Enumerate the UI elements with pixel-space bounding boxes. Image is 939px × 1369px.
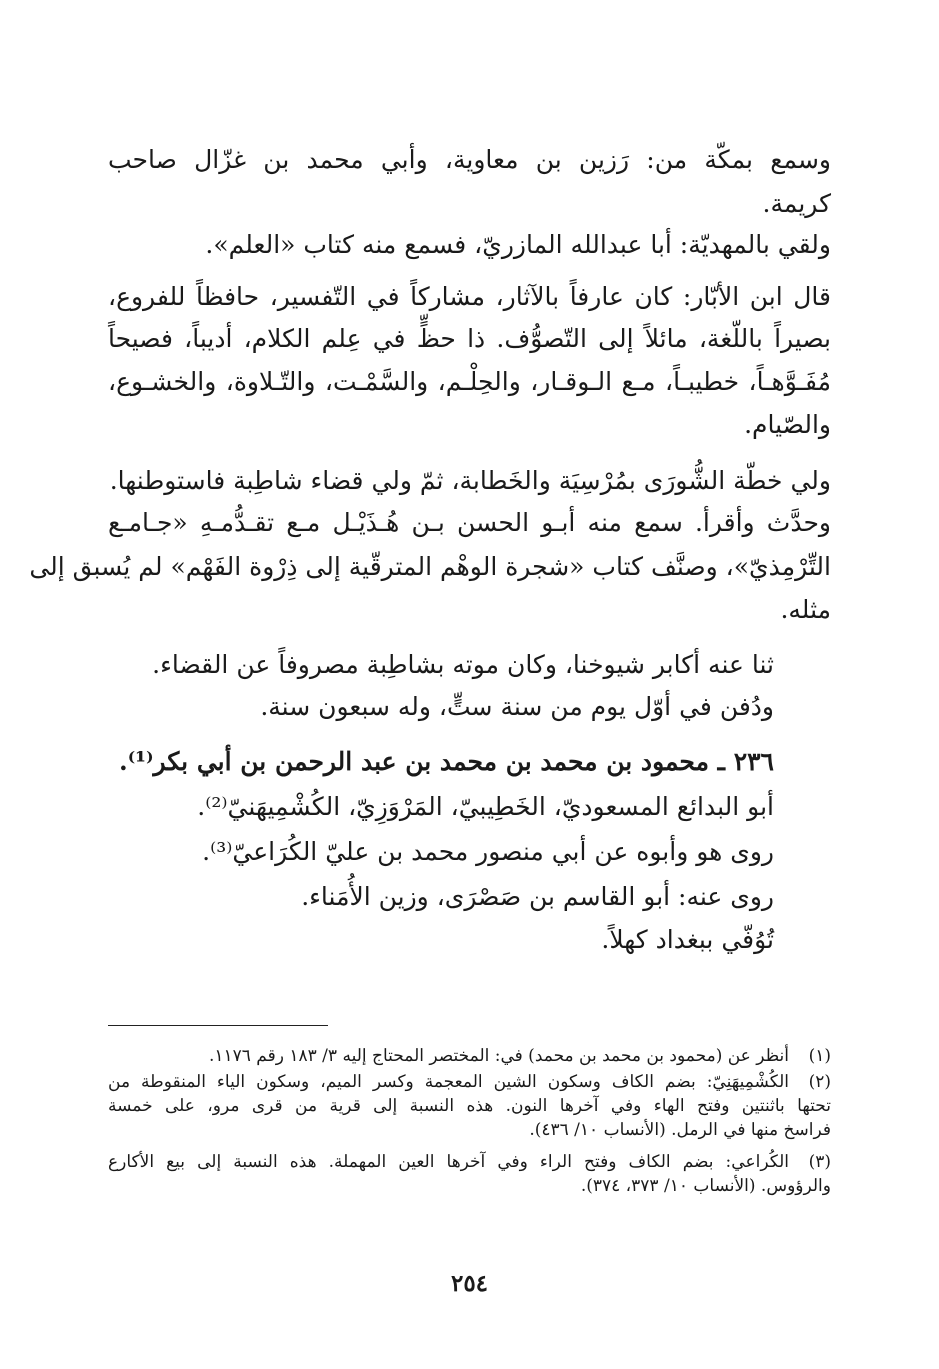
- text-line: والصّيام.: [744, 410, 831, 439]
- footnote-text: تحتها باثنتين وفتح الهاء وفي آخرها النون. هذه النسبة إلى قرية من قرى مرو، على خمسة: [108, 1096, 831, 1116]
- text-line: تُوُفّي ببغداد كهلاً.: [601, 925, 774, 954]
- text-line: بصيراً باللّغة، مائلاً إلى التّصوُّف. ذا حظٍّ في عِلم الكلام، أديباً، فصيحاً: [108, 324, 831, 353]
- text-line: أبو البدائع المسعوديّ، الخَطِيبيّ، المَرْوَزِيّ، الكُشْمِيهَنيّ⁽²⁾.: [197, 792, 774, 821]
- footnote-text: فراسخ منها في الرمل. (الأنساب ١٠/ ٤٣٦).: [529, 1120, 831, 1140]
- text-line: التِّرْمِذيّ»، وصنَّف كتاب «شجرة الوهْم المترقّية إلى ذِرْوة الفَهْم» لم يُسبق إلى: [29, 552, 831, 581]
- text-line: وحدَّث وأقرأ. سمع منه أبـو الحسن بـن هُـذَيْـل مـع تقـدُّمـهِ «جـامـع: [108, 508, 831, 537]
- footnote-text: الكُشْمِيهَنِيّ: بضم الكاف وسكون الشين المعجمة وكسر الميم، وسكون الياء المنقوطة من: [108, 1072, 789, 1092]
- text-line: كريمة.: [762, 189, 831, 218]
- text-line: مُفَـوَّهـاً، خطيبـاً، مـع الـوقـار، والحِلْـم، والسَّمْـت، والتّـلاوة، والخشـوع،: [108, 367, 831, 396]
- text-line: ولي خطّة الشُّورَى بمُرْسِيَة والخَطابة، ثمّ ولي قضاء شاطِبة فاستوطنها.: [109, 466, 831, 495]
- text-line: قال ابن الأبّار: كان عارفاً بالآثار، مشاركاً في التّفسير، حافظاً للفروع،: [108, 282, 831, 311]
- footnote-separator: [108, 1025, 328, 1026]
- footnote-text: أنظر عن (محمود بن محمد بن محمد) في: المختصر المحتاج إليه ٣/ ١٨٣ رقم ١١٧٦.: [208, 1046, 789, 1066]
- page-number: ٢٥٤: [450, 1270, 489, 1297]
- footnote-text: والرؤوس. (الأنساب ١٠/ ٣٧٣، ٣٧٤).: [580, 1176, 831, 1196]
- text-line: ولقي بالمهديّة: أبا عبدالله المازريّ، فسمع منه كتاب «العلم».: [205, 230, 831, 259]
- text-line: ثنا عنه أكابر شيوخنا، وكان موته بشاطِبة مصروفاً عن القضاء.: [152, 650, 774, 679]
- footnote-number: (٢): [808, 1072, 831, 1092]
- text-line: روى هو وأبوه عن أبي منصور محمد بن عليّ الكُرَاعيّ⁽³⁾.: [202, 837, 774, 866]
- text-line: روى عنه: أبو القاسم بن صَصْرَى، وزين الأُمَناء.: [301, 882, 774, 911]
- footnote-text: الكُراعي: بضم الكاف وفتح الراء وفي آخرها العين المهملة. هذه النسبة إلى بيع الأكارع: [108, 1152, 789, 1172]
- text-line: وسمع بمكّة من: رَزين بن معاوية، وأبي محمد بن غزّال صاحب: [108, 145, 831, 174]
- text-line: ٢٣٦ ـ محمود بن محمد بن محمد بن عبد الرحمن بن أبي بكر⁽¹⁾.: [119, 747, 774, 776]
- text-line: مثله.: [780, 595, 831, 624]
- text-line: ودُفن في أوّل يوم من سنة ستٍّ، وله سبعون سنة.: [260, 692, 774, 721]
- footnote-number: (١): [808, 1046, 831, 1066]
- footnote-number: (٣): [808, 1152, 831, 1172]
